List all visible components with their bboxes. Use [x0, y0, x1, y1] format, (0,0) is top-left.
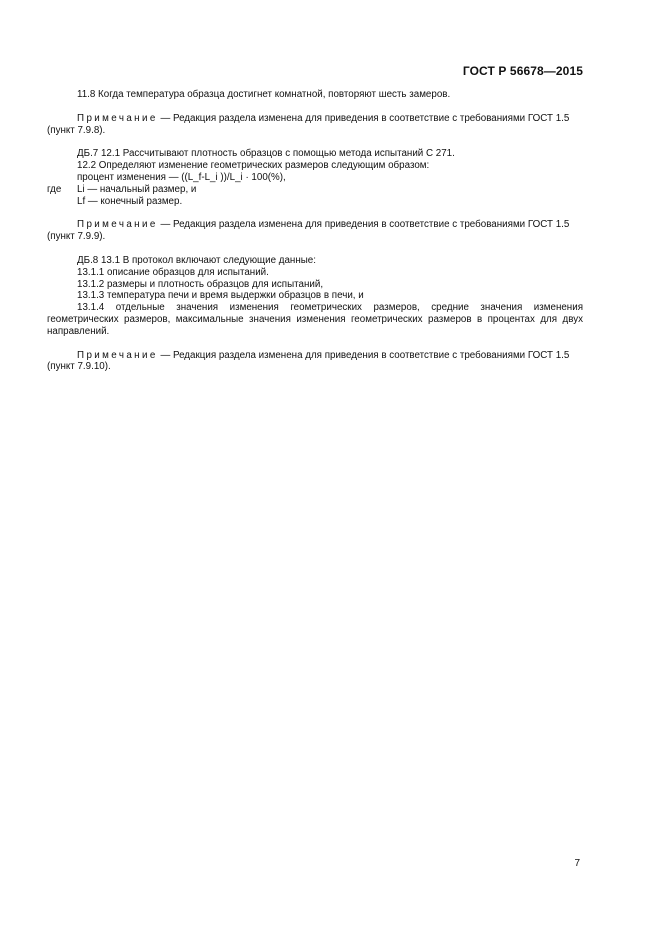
document-body [47, 89, 583, 373]
paragraph-db7: ДБ.7 12.1 Рассчитывают плотность образцов с помощью метода испытаний С 271. [77, 148, 455, 160]
where-lf: Lf — конечный размер. [77, 195, 183, 207]
note-label: Примечание [77, 219, 158, 231]
paragraph-13-1-4-line2: геометрических размеров, максимальные значения изменения геометрических размеров в процентах для двух [47, 313, 583, 325]
paragraph-13-1-4-line1: 13.1.4 отдельные значения изменения геометрических размеров, средние значения изменения [77, 302, 583, 314]
paragraph-13-1-1: 13.1.1 описание образцов для испытаний. [77, 266, 269, 278]
note-3 [47, 350, 583, 362]
note-text: — Редакция раздела изменена для приведения в соответствие с требованиями ГОСТ 1.5 [157, 112, 570, 124]
note-label: Примечание [77, 349, 158, 361]
note-3-continuation: (пункт 7.9.10). [47, 361, 111, 373]
note-1-continuation: (пункт 7.9.8). [47, 124, 106, 136]
note-text: — Редакция раздела изменена для приведения в соответствие с требованиями ГОСТ 1.5 [157, 349, 570, 361]
paragraph-13-1-3: 13.1.3 температура печи и время выдержки образцов в печи, и [77, 290, 364, 302]
where-row-li [47, 184, 583, 196]
paragraph-12-2: 12.2 Определяют изменение геометрических размеров следующим образом: [77, 160, 430, 172]
where-label: где [47, 183, 62, 195]
paragraph-db8: ДБ.8 13.1 В протокол включают следующие данные: [77, 254, 316, 266]
note-2 [47, 219, 583, 231]
page-number: 7 [574, 858, 580, 869]
note-2-continuation: (пункт 7.9.9). [47, 231, 106, 243]
document-header-id: ГОСТ Р 56678—2015 [462, 64, 583, 78]
where-li: Li — начальный размер, и [77, 183, 197, 195]
paragraph-11-8: 11.8 Когда температура образца достигнет комнатной, повторяют шесть замеров. [77, 89, 451, 100]
paragraph-13-1-2: 13.1.2 размеры и плотность образцов для испытаний, [77, 278, 324, 290]
note-label: Примечание [77, 112, 158, 124]
formula: процент изменения — ((L_f-L_i ))/L_i · 100(%), [77, 171, 286, 183]
paragraph-13-1-4-line3: направлений. [47, 325, 110, 337]
note-1 [47, 113, 583, 125]
note-text: — Редакция раздела изменена для приведения в соответствие с требованиями ГОСТ 1.5 [157, 219, 570, 231]
